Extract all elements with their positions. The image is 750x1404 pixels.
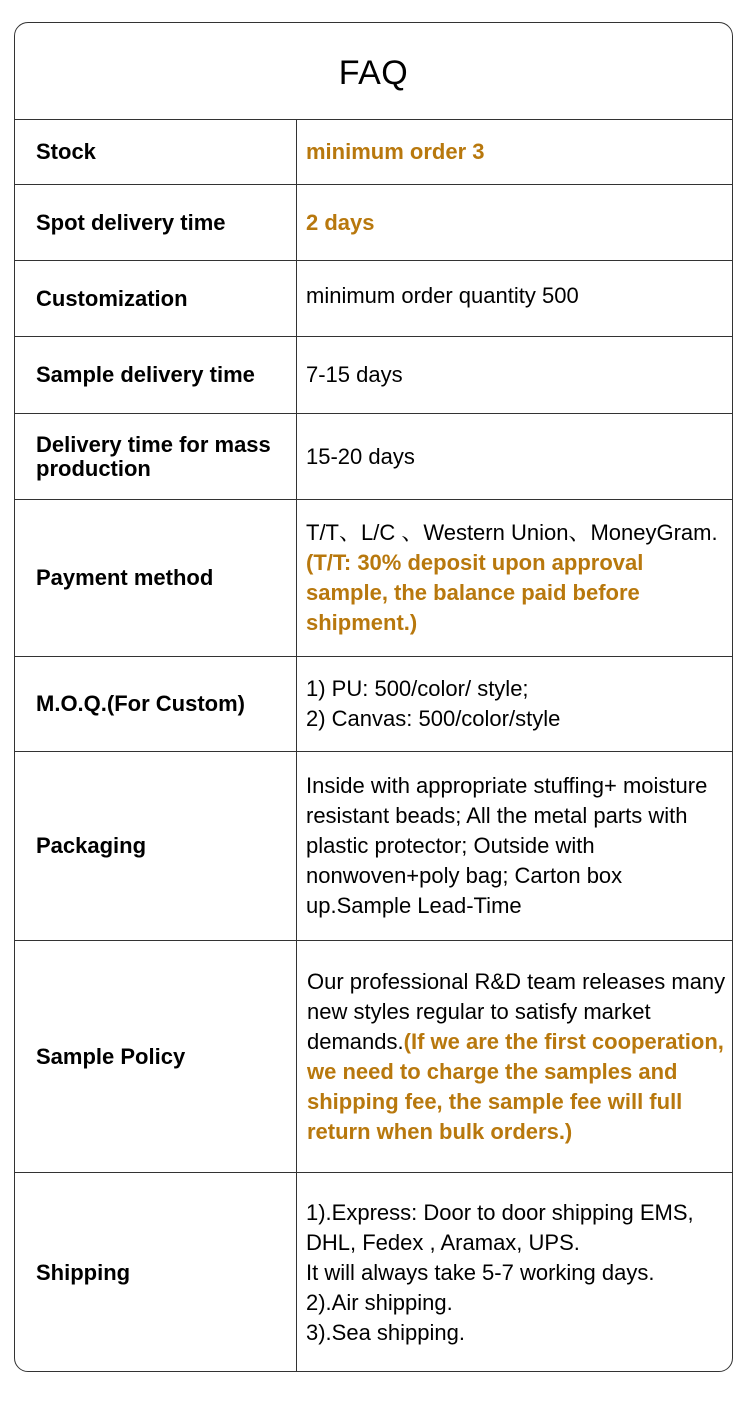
value-highlight: (T/T: 30% deposit upon approval sample, the balance paid before shipment.) bbox=[306, 550, 644, 635]
value-text: Our professional R&D team releases many new styles regular to satisfy market demands. bbox=[307, 968, 726, 1054]
row-value bbox=[297, 752, 732, 940]
value-highlight: (If we are the first cooperation, we need to charge the samples and shipping fee, the sample fee will full return when bulk orders.) bbox=[307, 1028, 724, 1144]
row-label: M.O.Q.(For Custom) bbox=[15, 657, 297, 751]
row-label: Sample Policy bbox=[15, 941, 297, 1172]
row-label: Delivery time for mass production bbox=[15, 414, 297, 499]
faq-row-packaging bbox=[15, 752, 732, 941]
row-value bbox=[297, 500, 732, 656]
faq-row-customization bbox=[15, 261, 732, 337]
row-label: Packaging bbox=[15, 752, 297, 940]
faq-row-sample-delivery bbox=[15, 337, 732, 414]
faq-table bbox=[14, 22, 733, 1372]
row-value bbox=[297, 185, 732, 260]
faq-title: FAQ bbox=[15, 23, 732, 120]
faq-row-spot-delivery bbox=[15, 185, 732, 261]
value-text: 7-15 days bbox=[306, 362, 403, 387]
faq-row-stock bbox=[15, 119, 732, 185]
row-value bbox=[297, 261, 732, 336]
row-label: Sample delivery time bbox=[15, 337, 297, 413]
faq-row-payment-method bbox=[15, 500, 732, 657]
row-value bbox=[297, 119, 732, 184]
faq-row-sample-policy bbox=[15, 941, 732, 1173]
row-value bbox=[297, 941, 732, 1172]
row-value bbox=[297, 337, 732, 413]
row-label: Stock bbox=[15, 119, 297, 184]
row-label: Payment method bbox=[15, 500, 297, 656]
value-text: minimum order quantity 500 bbox=[306, 283, 579, 308]
value-text: 1) PU: 500/color/ style; 2) Canvas: 500/color/style bbox=[306, 676, 561, 731]
row-value bbox=[297, 1173, 732, 1372]
faq-row-mass-production bbox=[15, 414, 732, 500]
value-highlight: 2 days bbox=[306, 209, 375, 235]
row-label: Customization bbox=[15, 261, 297, 336]
value-text: T/T、L/C 、Western Union、MoneyGram. bbox=[306, 520, 718, 545]
value-text: 1).Express: Door to door shipping EMS, DHL, Fedex , Aramax, UPS. It will always take 5-7 working days. 2).Air shipping. 3).Sea shipping. bbox=[306, 1200, 694, 1345]
value-highlight: minimum order 3 bbox=[306, 138, 485, 164]
row-value bbox=[297, 657, 732, 751]
faq-row-moq bbox=[15, 657, 732, 752]
faq-row-shipping bbox=[15, 1173, 732, 1372]
value-text: 15-20 days bbox=[306, 443, 415, 469]
row-label: Shipping bbox=[15, 1173, 297, 1372]
value-text: Inside with appropriate stuffing+ moisture resistant beads; All the metal parts with plastic protector; Outside with nonwoven+poly bag; Carton box up.Sample Lead-Time bbox=[306, 773, 708, 918]
row-value bbox=[297, 414, 732, 499]
row-label: Spot delivery time bbox=[15, 185, 297, 260]
